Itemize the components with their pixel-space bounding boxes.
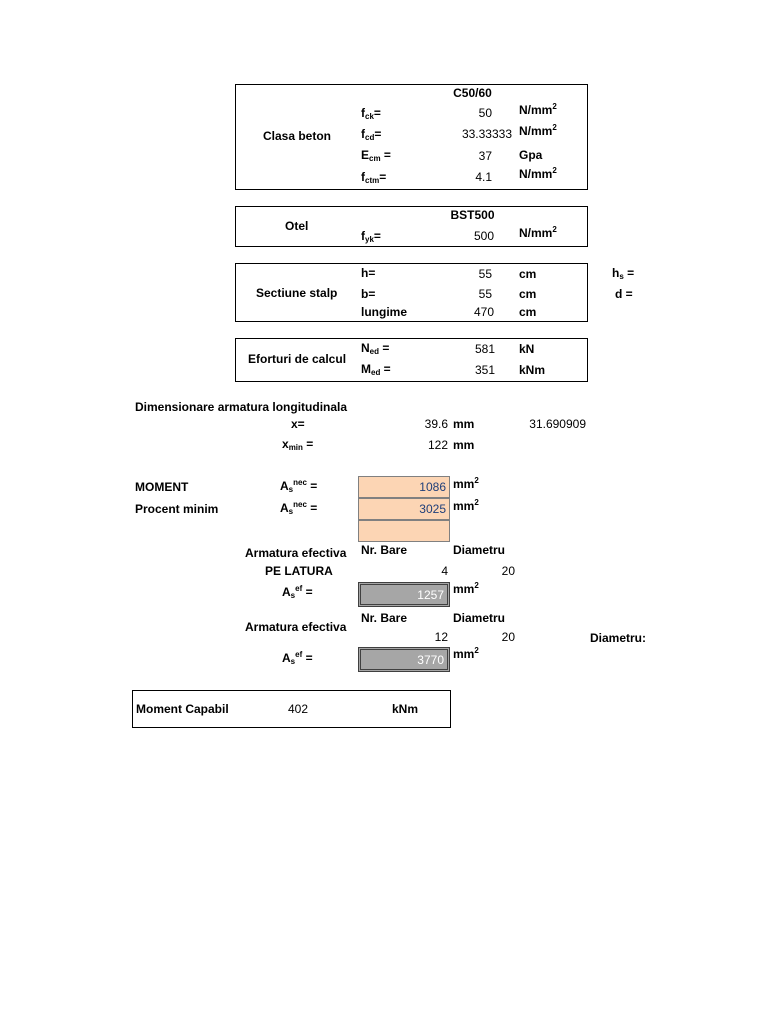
xmin-unit: mm	[453, 438, 475, 452]
as-ef-label-2: $A_s^{ef}$ =	[282, 650, 313, 666]
fck-label: $f_{ck}=$	[361, 106, 381, 121]
med-label: $M_{ed}$ =	[361, 362, 391, 377]
section-h-value: 55	[478, 267, 492, 281]
capacity-label: Moment Capabil	[136, 702, 229, 716]
steel-label: Otel	[285, 219, 309, 233]
as-ef-cell-2[interactable]: 3770	[358, 647, 450, 672]
nr-bare-header-2: Nr. Bare	[361, 611, 408, 625]
nr-bare-header-1: Nr. Bare	[361, 543, 408, 557]
fck-unit: $N/mm^2$	[519, 102, 557, 117]
fyk-unit: $N/mm^2$	[519, 225, 557, 240]
as-ef-cell-1[interactable]: 1257	[358, 582, 450, 607]
fyk-value: 500	[473, 229, 494, 243]
fctm-label: $f_{ctm}=$	[361, 170, 387, 185]
diam-value-2: 20	[501, 630, 515, 644]
as-nec-unit-1: $mm^2$	[453, 476, 479, 491]
ecm-unit: Gpa	[519, 148, 543, 162]
x-value: 39.6	[424, 417, 448, 431]
as-nec-cell-1[interactable]: 1086	[358, 476, 450, 498]
ecm-value: 37	[478, 149, 492, 163]
as-nec-cell-2[interactable]: 3025	[358, 498, 450, 520]
concrete-class: C50/60	[453, 86, 492, 100]
ned-value: 581	[474, 342, 495, 356]
pe-latura-label: PE LATURA	[265, 564, 333, 578]
capacity-unit: kNm	[392, 702, 419, 716]
as-ef-unit-2: $mm^2$	[453, 646, 479, 661]
x-extra: 31.690909	[529, 417, 586, 431]
fcd-value: 33.33333	[461, 127, 512, 141]
x-label: x=	[291, 417, 305, 431]
fctm-value: 4.1	[475, 170, 492, 184]
section-b-unit: cm	[519, 287, 537, 301]
empty-cell[interactable]	[358, 520, 450, 542]
armatura-label-1: Armatura efectiva	[245, 546, 347, 560]
diametru-header-2: Diametru	[453, 611, 506, 625]
diametru-colon-label: Diametru:	[590, 631, 647, 645]
ned-label: $N_{ed}$ =	[361, 341, 390, 356]
section-h-label: h=	[361, 266, 376, 280]
as-ef-unit-1: $mm^2$	[453, 581, 479, 596]
fck-value: 50	[478, 106, 492, 120]
nr-bare-value-2: 12	[434, 630, 448, 644]
section-length-value: 470	[473, 305, 494, 319]
ned-unit: kN	[519, 342, 535, 356]
section-b-value: 55	[478, 287, 492, 301]
concrete-label: Clasa beton	[263, 129, 332, 143]
ecm-label: $E_{cm}$ =	[361, 148, 391, 163]
xmin-value: 122	[427, 438, 448, 452]
fcd-label: $f_{cd}=$	[361, 127, 382, 142]
as-nec-unit-2: $mm^2$	[453, 498, 479, 513]
x-unit: mm	[453, 417, 475, 431]
as-nec-label-2: $A_s^{nec}$ =	[280, 500, 318, 516]
d-label: d =	[615, 287, 633, 301]
diam-value-1: 20	[501, 564, 515, 578]
capacity-value: 402	[287, 702, 309, 716]
section-b-label: b=	[361, 287, 376, 301]
moment-label: MOMENT	[135, 480, 189, 494]
procent-label: Procent minim	[135, 502, 219, 516]
med-value: 351	[474, 363, 495, 377]
design-title: Dimensionare armatura longitudinala	[135, 400, 348, 414]
med-unit: kNm	[519, 363, 546, 377]
diametru-header-1: Diametru	[453, 543, 506, 557]
xmin-label: $x_{min}$ =	[282, 437, 314, 452]
as-nec-label-1: $A_s^{nec}$ =	[280, 478, 318, 494]
section-length-unit: cm	[519, 305, 537, 319]
steel-class: BST500	[450, 208, 495, 222]
section-label: Sectiune stalp	[256, 286, 338, 300]
hs-label: $h_s$ =	[612, 266, 635, 281]
nr-bare-value-1: 4	[441, 564, 448, 578]
forces-label: Eforturi de calcul	[248, 352, 347, 366]
armatura-label-2: Armatura efectiva	[245, 620, 347, 634]
fyk-label: $f_{yk}=$	[361, 229, 381, 244]
section-h-unit: cm	[519, 267, 537, 281]
fctm-unit: $N/mm^2$	[519, 166, 557, 181]
section-length-label: lungime	[361, 305, 408, 319]
as-ef-label-1: $A_s^{ef}$ =	[282, 584, 313, 600]
fcd-unit: $N/mm^2$	[519, 123, 557, 138]
